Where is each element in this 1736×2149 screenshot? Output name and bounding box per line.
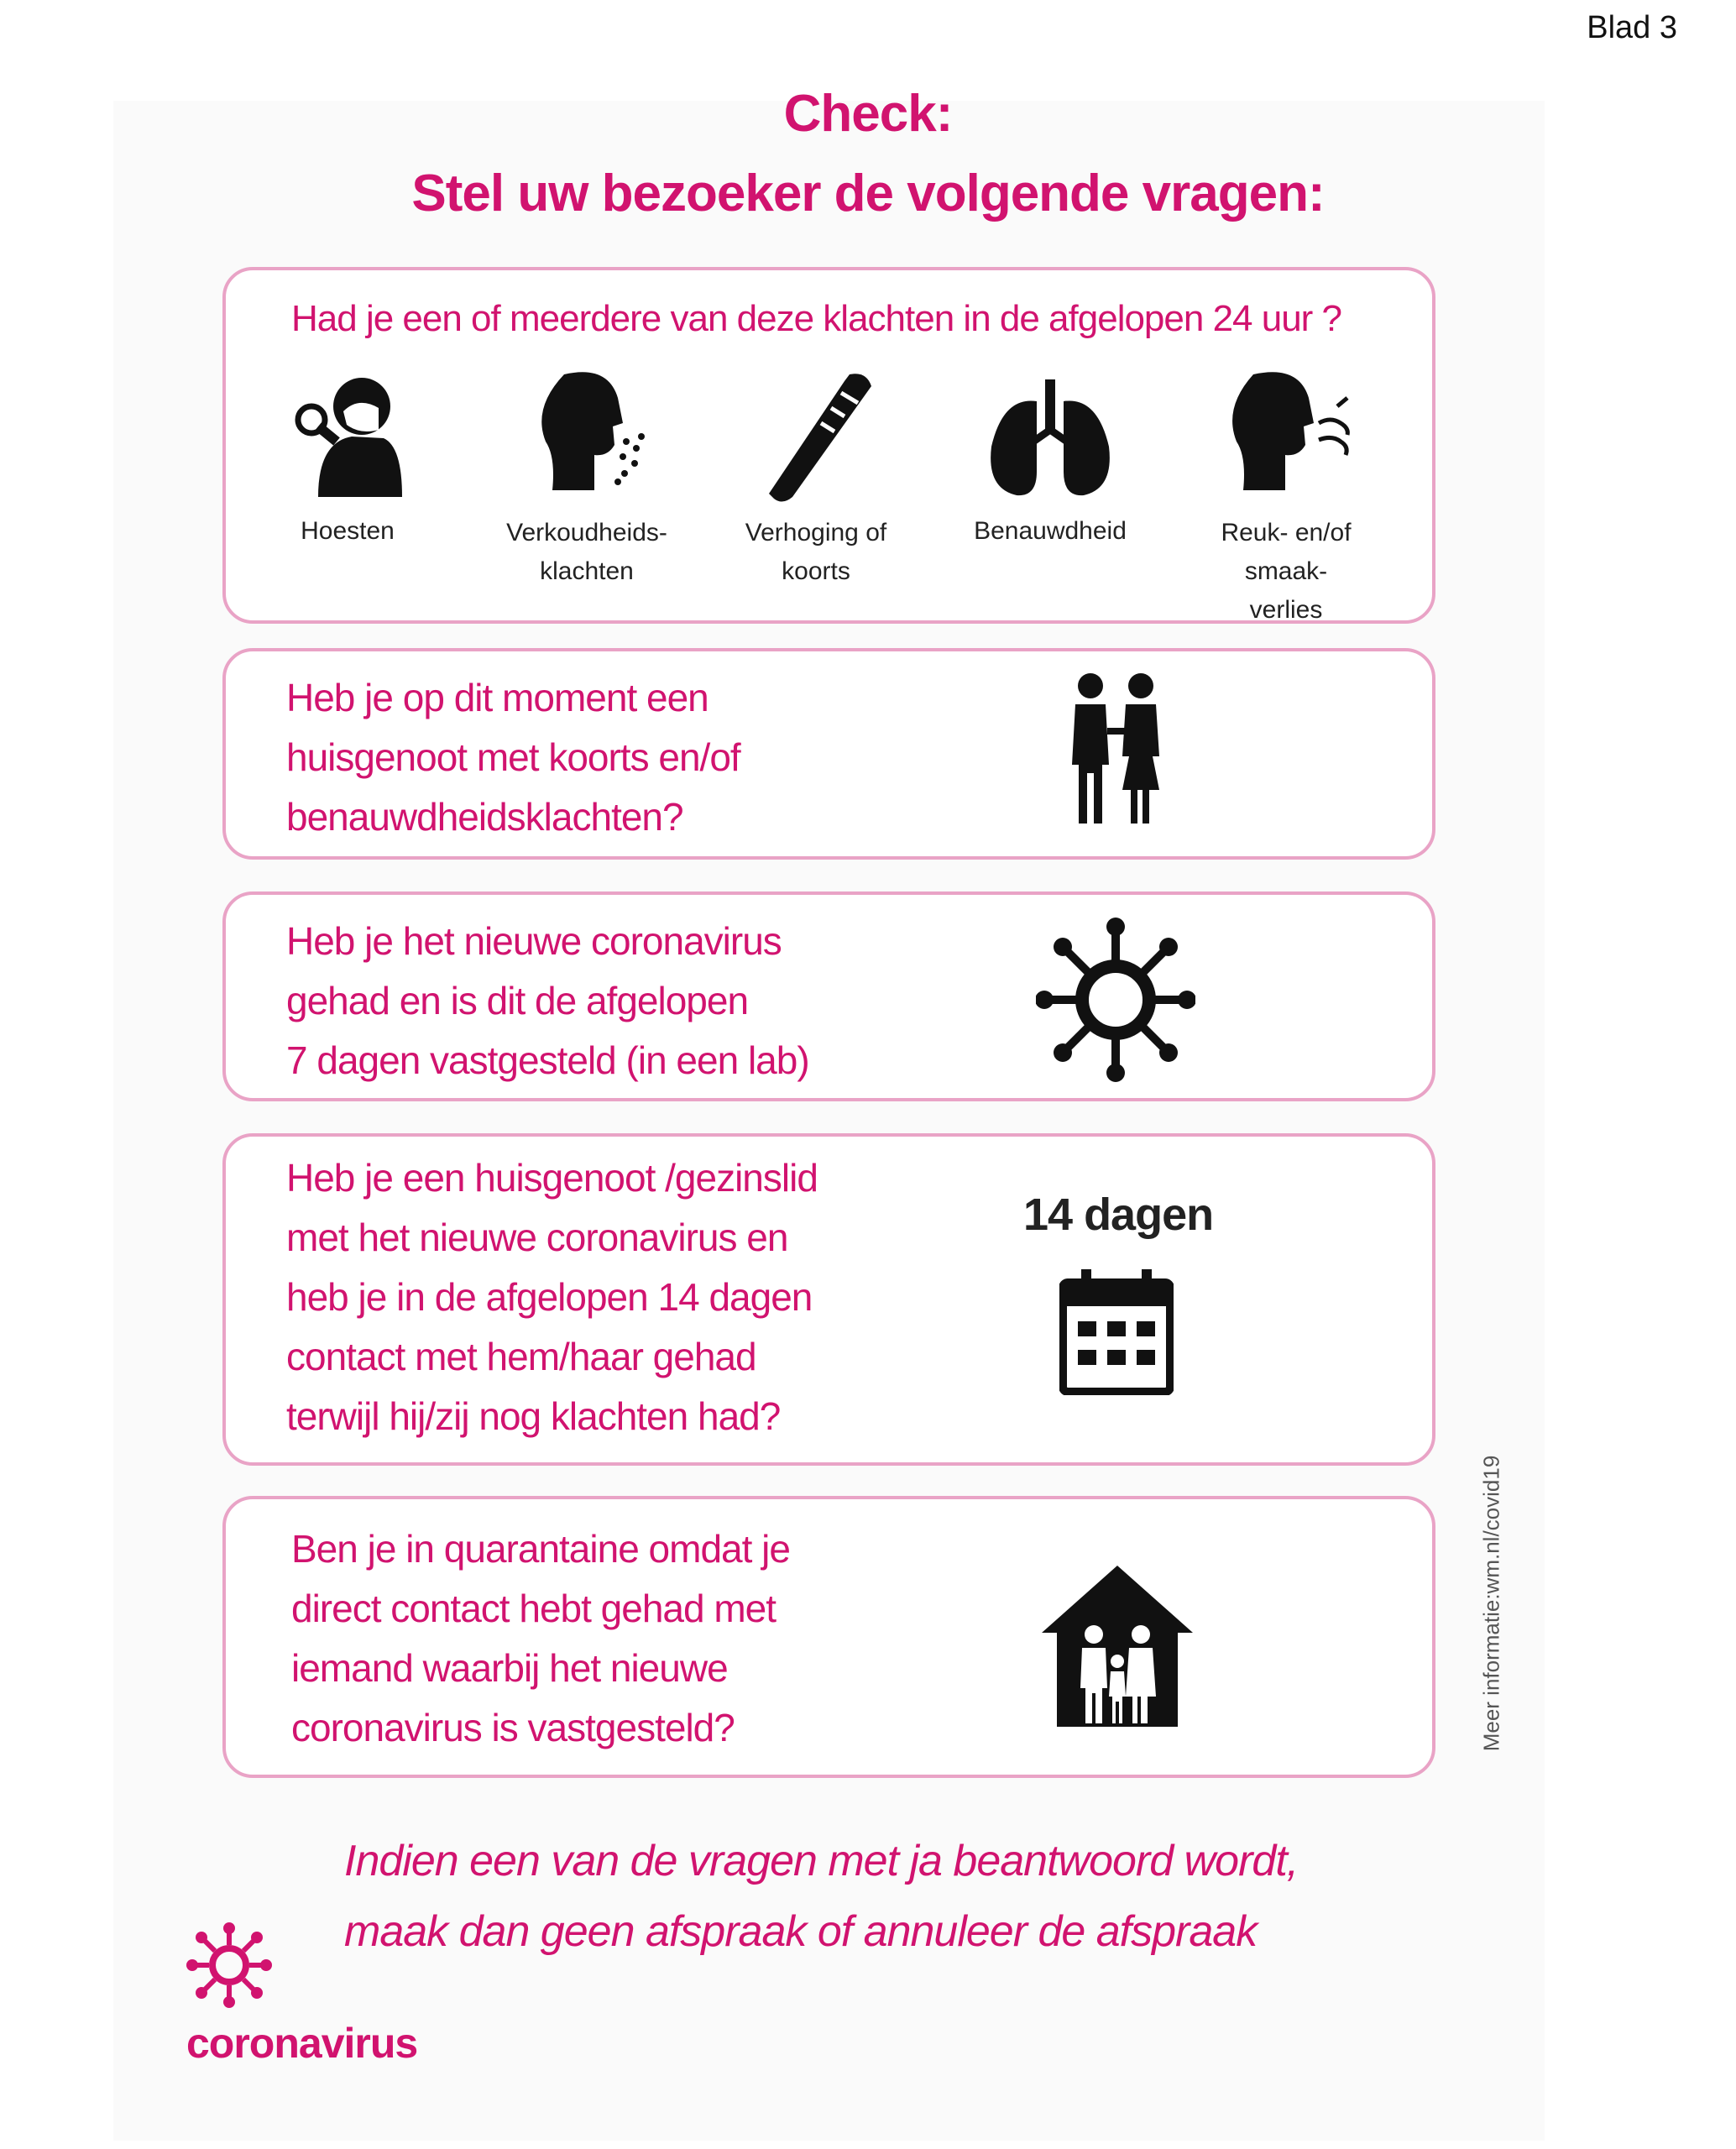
symptom-label: Verkoudheids- (506, 519, 667, 546)
question-line: met het nieuwe coronavirus en (286, 1216, 788, 1259)
question-line: huisgenoot met koorts en/of (286, 735, 740, 779)
poster-title: Check: (783, 85, 953, 143)
question-household-contact-text (286, 1148, 818, 1446)
question-box-had-coronavirus (222, 891, 1435, 1101)
calendar-icon (1059, 1269, 1174, 1395)
household-couple-icon (1065, 672, 1166, 832)
lungs-icon (983, 379, 1117, 505)
symptom-label: Hoesten (301, 517, 395, 545)
poster-subtitle: Stel uw bezoeker de volgende vragen: (411, 165, 1325, 222)
symptom-shortness-of-breath (941, 379, 1159, 551)
question-line: contact met hem/haar gehad (286, 1335, 756, 1378)
question-symptoms-text: Had je een of meerdere van deze klachten in de afgelopen 24 uur ? (291, 298, 1342, 339)
page-label: Blad 3 (1587, 10, 1677, 45)
symptom-label: verlies (1249, 596, 1323, 624)
thermometer-icon (749, 364, 883, 507)
question-box-household-contact (222, 1133, 1435, 1466)
question-line: Heb je het nieuwe coronavirus (286, 919, 782, 963)
question-line: terwijl hij/zij nog klachten had? (286, 1394, 781, 1438)
question-line: heb je in de afgelopen 14 dagen (286, 1275, 813, 1319)
symptom-label: Reuk- en/of smaak- (1221, 519, 1352, 585)
family-house-icon (1040, 1562, 1195, 1730)
virus-icon (1036, 912, 1195, 1088)
question-had-coronavirus-text (286, 912, 809, 1090)
question-line: 7 dagen vastgesteld (in een lab) (286, 1038, 809, 1082)
question-line: Ben je in quarantaine omdat je (291, 1527, 790, 1571)
footer-line: Indien een van de vragen met ja beantwoord wordt, (344, 1837, 1299, 1885)
question-quarantine-text (291, 1519, 790, 1758)
question-line: Heb je op dit moment een (286, 676, 709, 719)
question-line: benauwdheidsklachten? (286, 795, 683, 839)
coughing-person-icon (285, 371, 410, 505)
question-line: coronavirus is vastgesteld? (291, 1706, 735, 1749)
question-line: gehad en is dit de afgelopen (286, 979, 749, 1022)
question-box-symptoms (222, 267, 1435, 624)
footer-line: maak dan geen afspraak of annuleer de afspraak (344, 1907, 1258, 1956)
question-box-quarantine (222, 1496, 1435, 1778)
symptom-label: Verhoging of (745, 519, 887, 546)
smell-loss-icon (1215, 364, 1357, 507)
side-note-text: Meer informatie:wm.nl/covid19 (1478, 1455, 1504, 1752)
question-household-symptoms-text (286, 668, 740, 847)
symptom-label: koorts (782, 557, 850, 585)
question-line: Heb je een huisgenoot /gezinslid (286, 1156, 818, 1200)
brand-wordmark: coronavirus (186, 2020, 418, 2067)
symptom-cough (238, 371, 457, 551)
side-note (1475, 1427, 1509, 1780)
symptom-label: Benauwdheid (974, 517, 1127, 545)
footer-note (344, 1826, 1298, 1967)
question-box-household-symptoms (222, 648, 1435, 860)
symptom-label: klachten (540, 557, 634, 585)
question-line: iemand waarbij het nieuwe (291, 1646, 728, 1690)
question-line: direct contact hebt gehad met (291, 1587, 776, 1630)
quarantine-duration-label: 14 dagen (1023, 1190, 1214, 1240)
symptom-cold (478, 364, 696, 591)
coronavirus-logo-icon (186, 1922, 272, 2008)
sneezing-person-icon (524, 364, 650, 507)
symptom-smell-taste-loss (1177, 364, 1395, 630)
symptom-fever (707, 364, 925, 591)
